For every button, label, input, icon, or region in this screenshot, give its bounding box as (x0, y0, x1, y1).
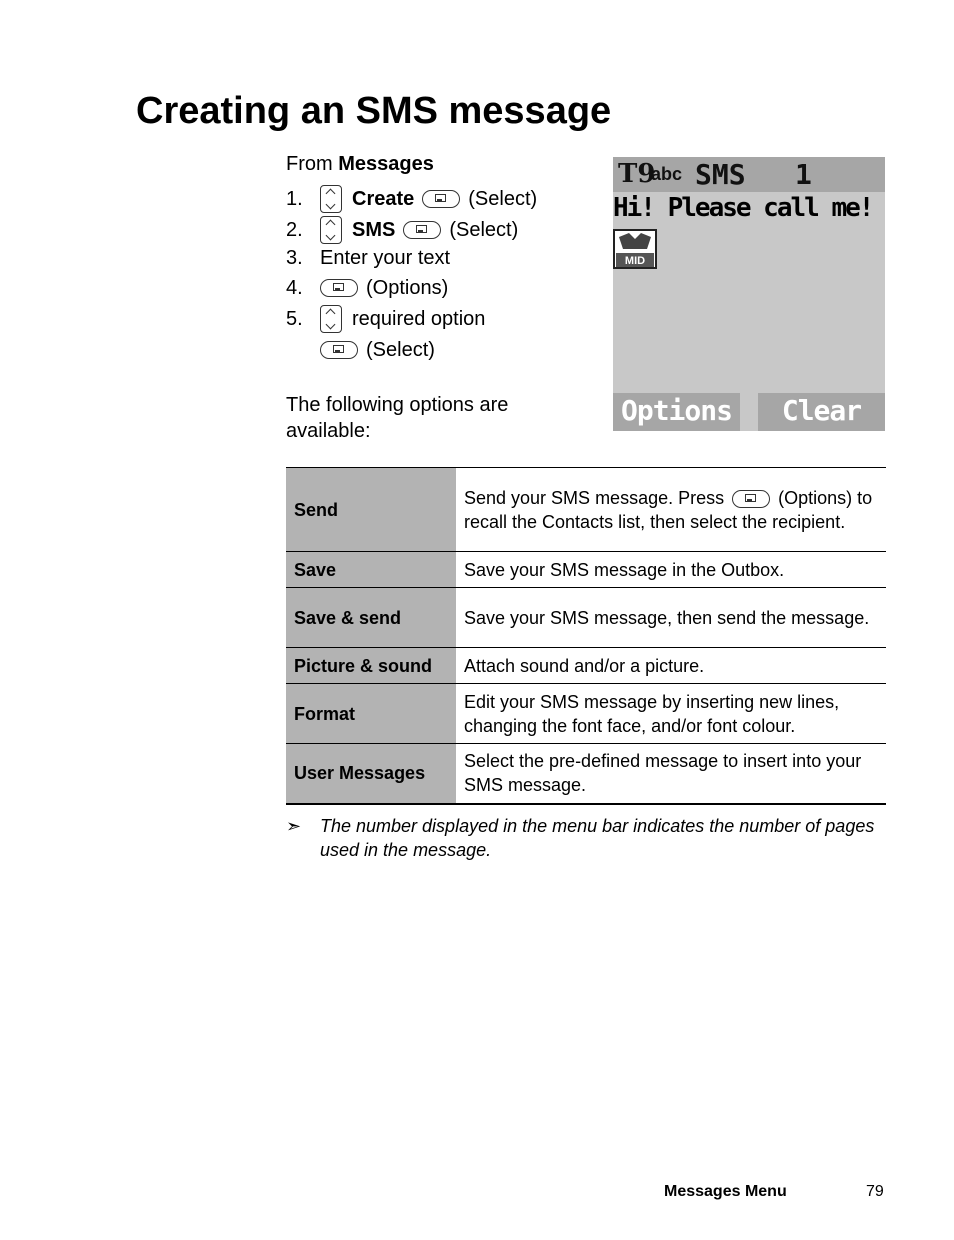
step-number: 5. (286, 307, 303, 330)
mid-label: MID (624, 255, 646, 267)
option-name: Picture & sound (286, 648, 456, 684)
page-count: 1 (795, 158, 812, 191)
table-row (286, 744, 886, 804)
from-line (286, 153, 434, 176)
navigation-key-icon (320, 185, 342, 213)
note (286, 814, 886, 862)
step-3 (286, 243, 450, 273)
phone-menu-bar (613, 157, 885, 192)
step-5-action: (Select) (366, 338, 435, 361)
step-number: 3. (286, 246, 303, 269)
step-2-action: (Select) (449, 218, 519, 241)
step-4 (286, 273, 448, 303)
mid-attachment-icon (613, 229, 657, 269)
option-description: Save your SMS message in the Outbox. (464, 559, 785, 580)
navigation-key-icon (320, 216, 342, 244)
phone-screen-title: SMS (695, 158, 746, 191)
softkey-icon (320, 279, 358, 297)
options-softkey: Options (613, 393, 740, 431)
phone-screen-image (613, 157, 885, 431)
table-row (286, 588, 886, 648)
option-description (456, 468, 886, 552)
option-description: Save your SMS message, then send the message. (464, 607, 870, 628)
option-name: Save (286, 552, 456, 588)
page-title: Creating an SMS message (136, 90, 612, 132)
option-name: Send (286, 468, 456, 552)
step-2-label: SMS (352, 218, 396, 241)
options-intro: The following options are available: (286, 394, 509, 442)
step-number: 2. (286, 218, 303, 241)
option-description: Attach sound and/or a picture. (464, 655, 705, 676)
options-table (286, 467, 886, 805)
step-number: 1. (286, 187, 303, 210)
step-4-action: (Options) (366, 276, 449, 299)
option-description: Select the pre-defined message to insert into your SMS message. (464, 751, 862, 796)
step-5-text: required option (352, 307, 486, 330)
step-5-sub (320, 335, 435, 365)
step-3-text: Enter your text (320, 246, 451, 269)
table-row (286, 468, 886, 552)
option-description-end: (Options) to recall the Contacts list, then select the recipient. (464, 487, 873, 532)
from-menu: Messages (338, 153, 434, 175)
option-name: Format (286, 684, 456, 744)
input-mode-indicator: abc (651, 164, 683, 184)
step-1-action: (Select) (468, 187, 538, 210)
option-name: Save & send (286, 588, 456, 648)
softkey-icon (403, 221, 441, 239)
note-text: The number displayed in the menu bar indicates the number of pages used in the message. (320, 816, 875, 860)
softkey-icon (422, 190, 460, 208)
phone-message-text: Hi! Please call me! (613, 193, 873, 223)
step-5 (286, 304, 485, 334)
option-description-start: Send your SMS message. Press (464, 487, 725, 508)
t9-indicator: T9 (618, 159, 656, 189)
softkey-icon (320, 341, 358, 359)
step-2 (286, 215, 518, 245)
page-number: 79 (866, 1183, 884, 1200)
clear-softkey: Clear (758, 393, 885, 431)
navigation-key-icon (320, 305, 342, 333)
softkey-icon (732, 490, 770, 508)
footer-section-title: Messages Menu (664, 1183, 787, 1200)
step-1-label: Create (352, 187, 415, 210)
step-number: 4. (286, 276, 303, 299)
option-description: Edit your SMS message by inserting new lines, changing the font face, and/or font colour. (464, 691, 840, 736)
table-row (286, 684, 886, 744)
note-arrow-icon: ➣ (286, 816, 302, 836)
option-name: User Messages (286, 744, 456, 804)
table-row (286, 552, 886, 588)
from-prefix: From (286, 153, 333, 175)
step-1 (286, 184, 537, 214)
table-row (286, 648, 886, 684)
